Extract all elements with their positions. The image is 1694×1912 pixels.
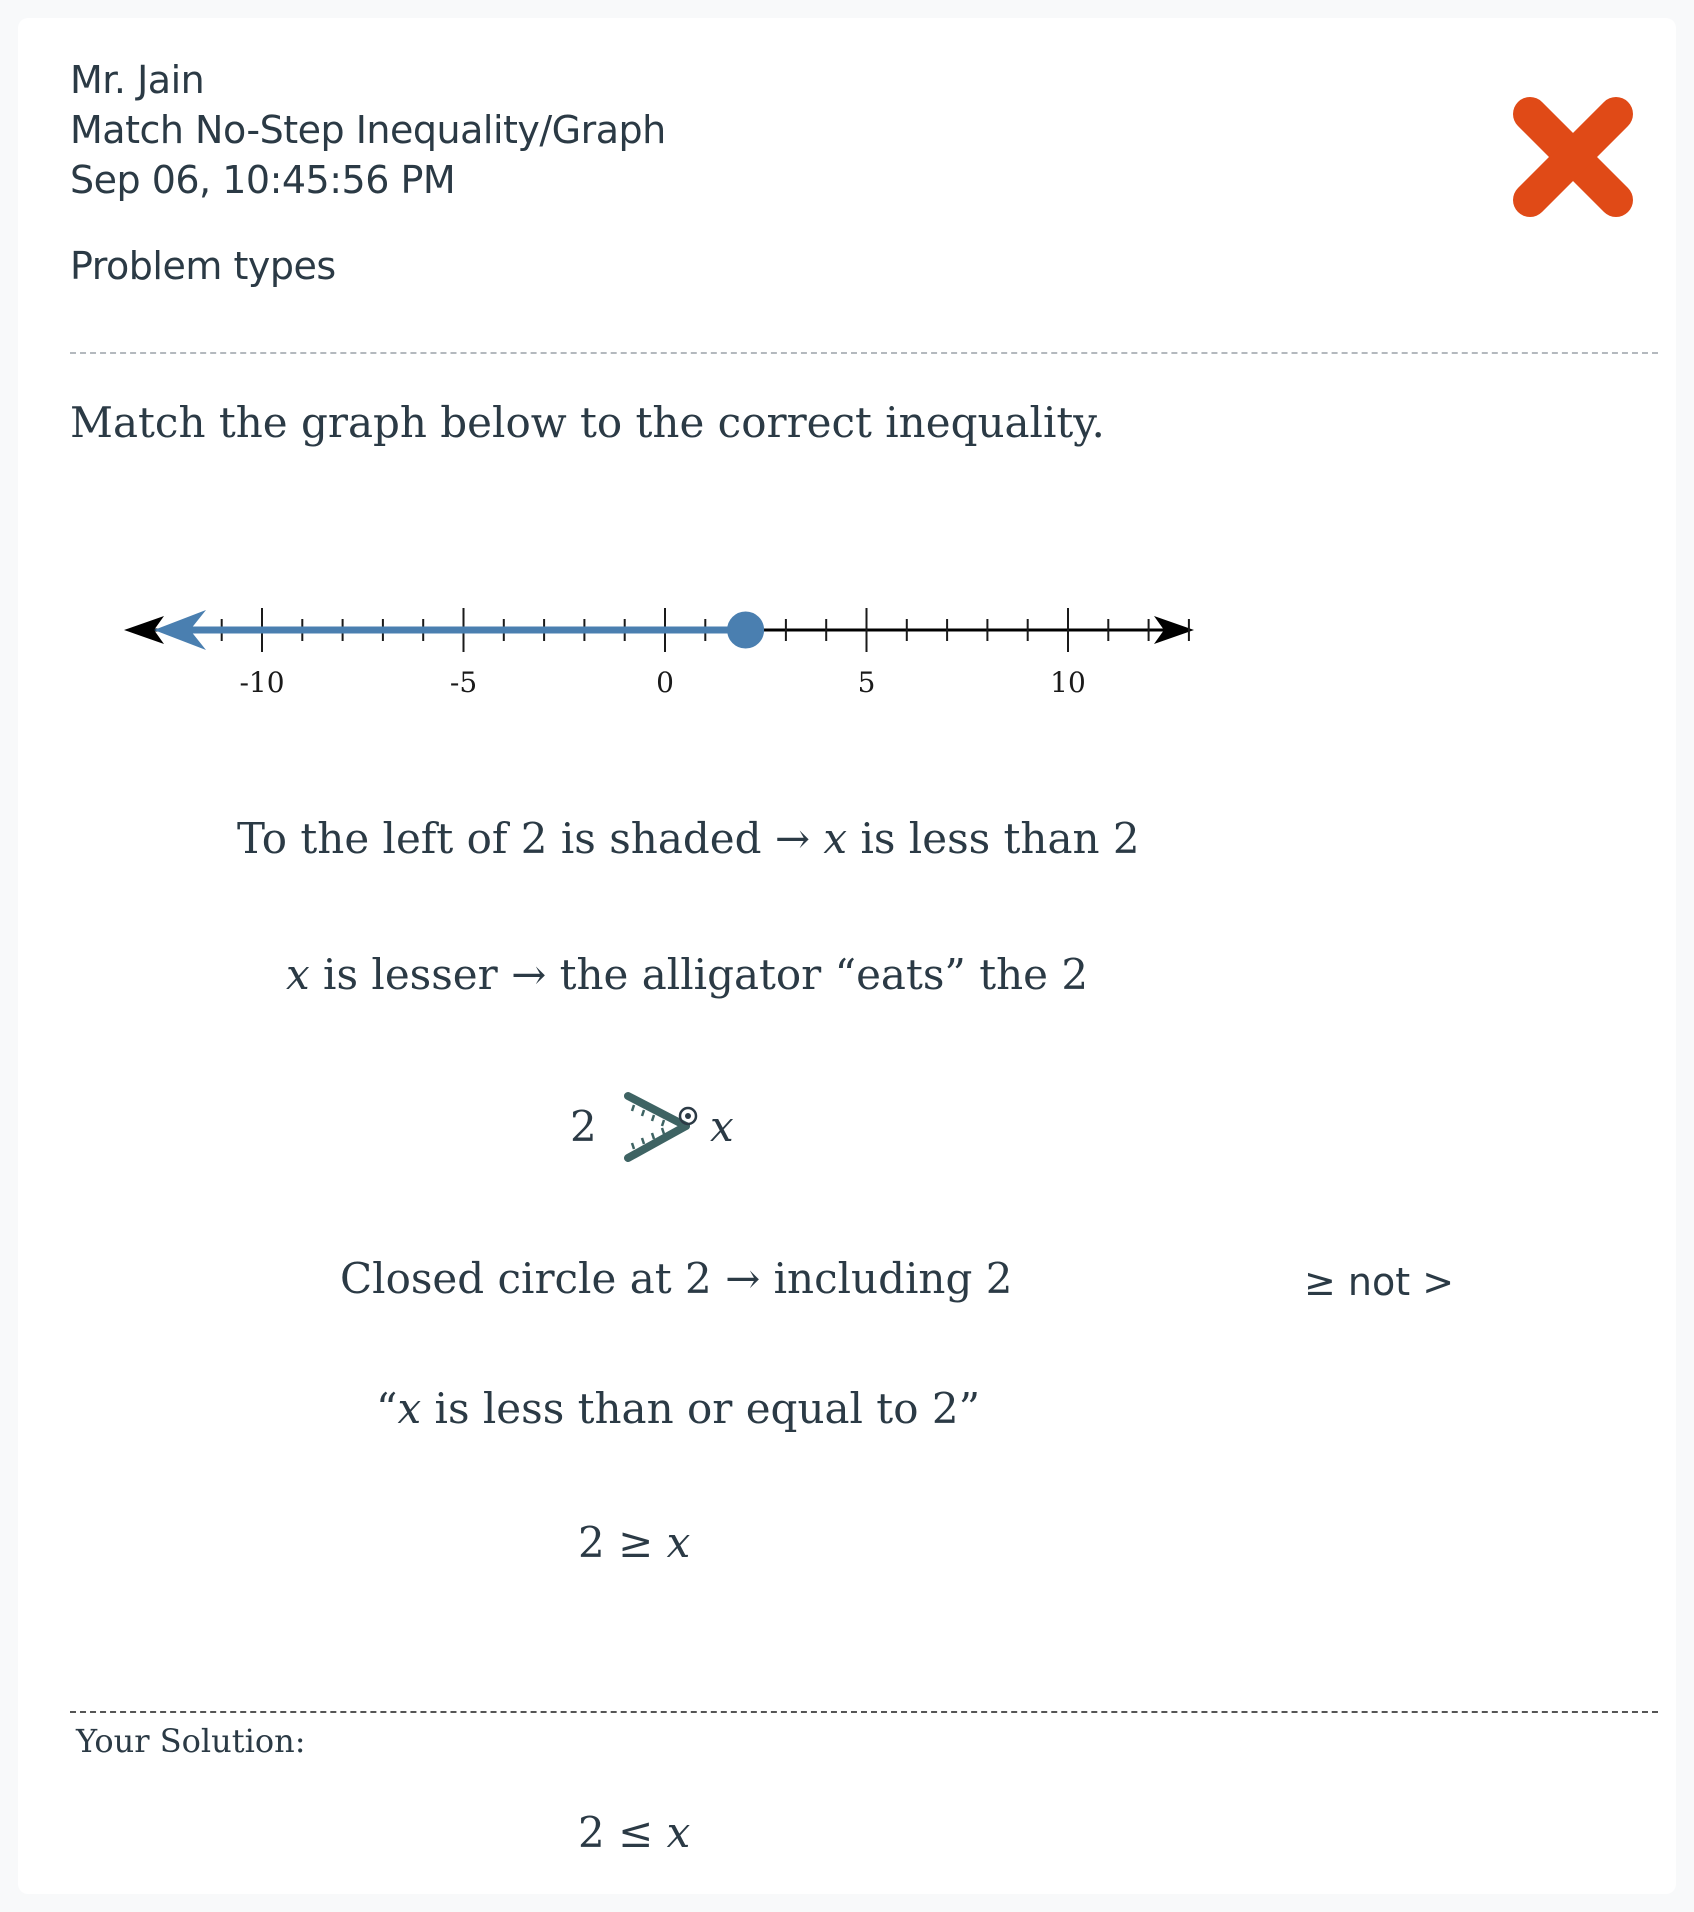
- tick-label: -5: [449, 666, 478, 699]
- explanation-line-1: To the left of 2 is shaded → x is less than 2: [237, 814, 1140, 863]
- explanation-line-3-x: x: [710, 1102, 734, 1151]
- tick-label: -10: [239, 666, 285, 699]
- number-line-graph: [114, 588, 1234, 712]
- tick-label: 10: [1050, 666, 1086, 699]
- solution-divider: [70, 1711, 1658, 1713]
- tick-label: 0: [656, 666, 674, 699]
- question-prompt: Match the graph below to the correct inequality.: [70, 398, 1105, 447]
- explanation-line-5: “x is less than or equal to 2”: [376, 1384, 981, 1433]
- problem-types-link[interactable]: Problem types: [70, 244, 336, 288]
- teacher-name: Mr. Jain: [70, 58, 205, 102]
- incorrect-x-icon[interactable]: [1508, 92, 1638, 222]
- closed-point: [729, 613, 763, 647]
- problem-card: [18, 18, 1676, 1894]
- explanation-line-3-num: 2: [570, 1102, 597, 1151]
- side-note: ≥ not >: [1304, 1260, 1455, 1304]
- explanation-line-2: x is lesser → the alligator “eats” the 2: [286, 950, 1089, 999]
- timestamp: Sep 06, 10:45:56 PM: [70, 158, 456, 202]
- header-divider: [70, 352, 1658, 354]
- correct-inequality: 2 ≥ x: [578, 1518, 691, 1567]
- explanation-line-4: Closed circle at 2 → including 2: [340, 1254, 1013, 1303]
- student-solution: 2 ≤ x: [578, 1808, 691, 1857]
- your-solution-label: Your Solution:: [76, 1722, 306, 1760]
- tick-label: 5: [857, 666, 876, 699]
- alligator-icon: [620, 1088, 700, 1172]
- assignment-title: Match No-Step Inequality/Graph: [70, 108, 666, 152]
